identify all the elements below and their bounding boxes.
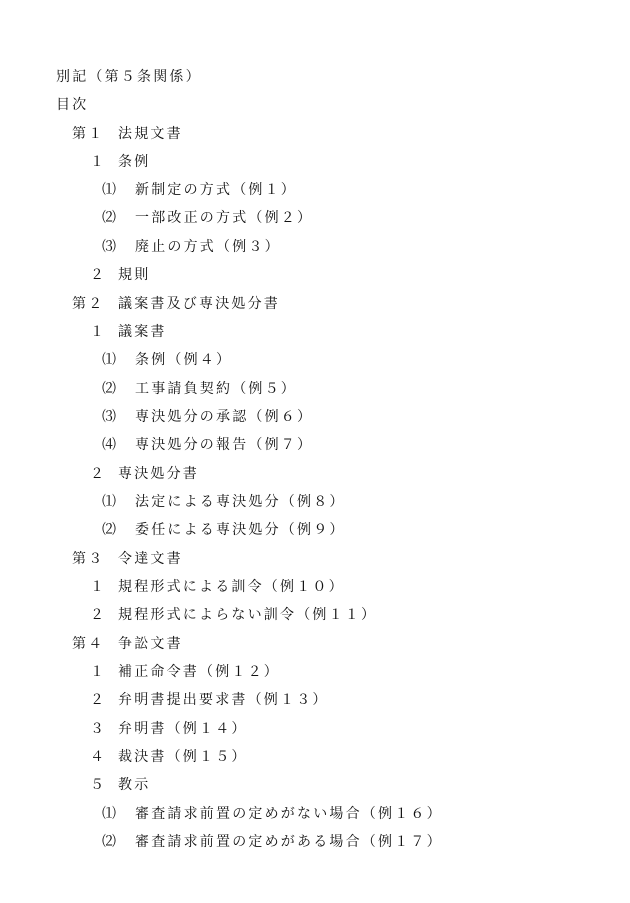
toc-entry-item	[90, 266, 150, 284]
toc-entry-number: ⑴	[102, 494, 119, 510]
toc-entry-number: １	[90, 664, 107, 680]
toc-entry-text: 法規文書	[118, 126, 183, 142]
toc-entry-item	[90, 323, 167, 341]
toc-entry-text: 議案書及び専決処分書	[118, 296, 280, 312]
toc-entry-number: ⑶	[102, 239, 119, 255]
toc-entry-item	[90, 691, 329, 709]
toc-entry-text: 条例（例４）	[135, 352, 233, 368]
toc-entry-item	[90, 578, 345, 596]
toc-entry-number: ⑷	[102, 437, 119, 453]
toc-entry-text: 専決処分の報告（例７）	[135, 437, 314, 453]
toc-entry-subitem	[102, 493, 346, 511]
toc-entry-section-1	[72, 125, 183, 143]
toc-entry-text: 新制定の方式（例１）	[135, 182, 297, 198]
toc-entry-text: 規程形式によらない訓令（例１１）	[118, 607, 378, 623]
toc-entry-number: ⑶	[102, 409, 119, 425]
toc-entry-number: １	[90, 324, 107, 340]
toc-entry-subitem	[102, 380, 297, 398]
toc-entry-item	[90, 606, 377, 624]
toc-entry-number: ２	[90, 466, 107, 482]
toc-entry-text: 規則	[118, 267, 151, 283]
toc-entry-number: 第２	[72, 296, 105, 312]
toc-entry-subitem	[102, 521, 346, 539]
toc-entry-text: 裁決書（例１５）	[118, 749, 248, 765]
toc-entry-text: 議案書	[118, 324, 167, 340]
toc-entry-subitem	[102, 805, 443, 823]
toc-entry-number: ⑵	[102, 210, 119, 226]
toc-entry-text: 法定による専決処分（例８）	[135, 494, 346, 510]
toc-entry-text: 一部改正の方式（例２）	[135, 210, 314, 226]
toc-entry-text: 弁明書（例１４）	[118, 721, 248, 737]
toc-entry-item	[90, 153, 150, 171]
toc-entry-number: ３	[90, 721, 107, 737]
toc-entry-number: ⑵	[102, 834, 119, 850]
toc-entry-number: ⑴	[102, 352, 119, 368]
toc-entry-subitem	[102, 351, 232, 369]
toc-entry-subitem	[102, 209, 313, 227]
toc-entry-number: 第４	[72, 636, 105, 652]
toc-entry-text: 令達文書	[118, 551, 183, 567]
toc-entry-number: １	[90, 579, 107, 595]
toc-entry-text: 争訟文書	[118, 636, 183, 652]
toc-entry-section-2	[72, 295, 280, 313]
toc-entry-section-3	[72, 550, 183, 568]
toc-entry-number: ２	[90, 267, 107, 283]
toc-entry-subitem	[102, 436, 313, 454]
toc-entry-number: 第１	[72, 126, 105, 142]
toc-entry-number: ⑴	[102, 182, 119, 198]
toc-entry-number: ２	[90, 692, 107, 708]
toc-entry-subitem	[102, 408, 313, 426]
toc-entry-text: 専決処分書	[118, 466, 199, 482]
toc-entry-text: 専決処分の承認（例６）	[135, 409, 314, 425]
toc-entry-text: 教示	[118, 777, 151, 793]
toc-entry-number: １	[90, 154, 107, 170]
toc-entry-subitem	[102, 181, 297, 199]
toc-entry-number: ２	[90, 607, 107, 623]
toc-entry-subitem	[102, 238, 281, 256]
toc-entry-item	[90, 465, 199, 483]
toc-entry-item	[90, 720, 248, 738]
toc-entry-text: 廃止の方式（例３）	[135, 239, 281, 255]
toc-entry-number: 第３	[72, 551, 105, 567]
toc-heading: 目次	[56, 97, 89, 113]
toc-entry-item	[90, 748, 248, 766]
toc-entry-text: 審査請求前置の定めがない場合（例１６）	[135, 806, 443, 822]
toc-entry-number: ５	[90, 777, 107, 793]
toc-entry-number: ４	[90, 749, 107, 765]
toc-entry-text: 条例	[118, 154, 151, 170]
toc-entry-text: 補正命令書（例１２）	[118, 664, 280, 680]
toc-entry-number: ⑵	[102, 522, 119, 538]
toc-entry-text: 規程形式による訓令（例１０）	[118, 579, 345, 595]
toc-entry-text: 弁明書提出要求書（例１３）	[118, 692, 329, 708]
toc-entry-number: ⑴	[102, 806, 119, 822]
appendix-heading: 別記（第５条関係）	[56, 69, 202, 85]
toc-entry-text: 工事請負契約（例５）	[135, 381, 297, 397]
toc-entry-subitem	[102, 833, 443, 851]
toc-entry-item	[90, 776, 150, 794]
toc-entry-item	[90, 663, 280, 681]
toc-entry-number: ⑵	[102, 381, 119, 397]
toc-entry-text: 委任による専決処分（例９）	[135, 522, 346, 538]
toc-entry-text: 審査請求前置の定めがある場合（例１７）	[135, 834, 443, 850]
toc-entry-section-4	[72, 635, 183, 653]
